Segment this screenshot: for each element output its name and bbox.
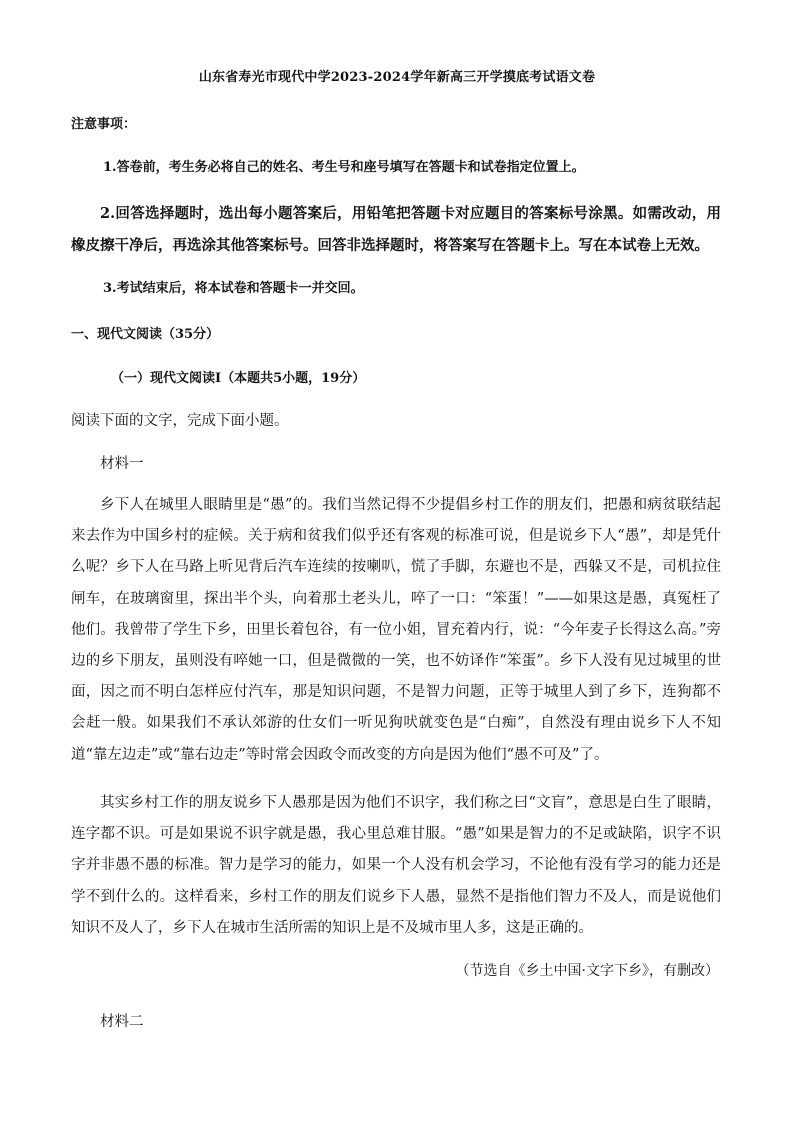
subsection-heading: （一）现代文阅读Ⅰ（本题共5小题，19分）	[111, 371, 366, 386]
notice-item-2: 2.回答选择题时，选出每小题答案后，用铅笔把答题卡对应题目的答案标号涂黑。如需改动，用橡皮擦干净后，再选涂其他答案标号。回答非选择题时，将答案写在答题卡上。写在本试卷上无效。	[71, 205, 721, 254]
material-1-label: 材料一	[100, 456, 144, 472]
section-heading: 一、现代文阅读（35分）	[71, 327, 220, 342]
material-1-source: （节选自《乡土中国·文字下乡》，有删改）	[455, 963, 719, 979]
material-1-paragraph-1: 乡下人在城里人眼睛里是“愚”的。我们当然记得不少提倡乡村工作的朋友们，把愚和病贫联结起来去作为中国乡村的症候。关于病和贫我们似乎还有客观的标准可说，但是说乡下人“愚”，却是凭什么呢？乡下人在马路上听见背后汽车连续的按喇叭，慌了手脚，东避也不是，西躲又不是，司机拉住闸车，在玻璃窗里，探出半个头，向着那土老头儿，啐了一口：“笨蛋！”——如果这是愚，真冤枉了他们。我曾带了学生下乡，田里长着包谷，有一位小姐，冒充着内行，说：“今年麦子长得这么高。”旁边的乡下朋友，虽则没有啐她一口，但是微微的一笑，也不妨译作“笨蛋”。乡下人没有见过城里的世面，因之而不明白怎样应付汽车，那是知识问题，不是智力问题，正等于城里人到了乡下，连狗都不会赶一般。如果我们不承认郊游的仕女们一听见狗吠就变色是“白痴”，自然没有理由说乡下人不知道“靠左边走”或“靠右边走”等时常会因政令而改变的方向是因为他们“愚不可及”了。	[71, 497, 721, 763]
notice-heading: 注意事项：	[71, 117, 137, 132]
notice-item-3: 3.考试结束后，将本试卷和答题卡一并交回。	[103, 281, 364, 296]
material-2-label: 材料二	[100, 1014, 144, 1030]
exam-title: 山东省寿光市现代中学2023-2024学年新高三开学摸底考试语文卷	[198, 70, 596, 85]
reading-instruction: 阅读下面的文字，完成下面小题。	[71, 413, 289, 429]
notice-item-1: 1.答卷前，考生务必将自己的姓名、考生号和座号填写在答题卡和试卷指定位置上。	[103, 160, 585, 175]
material-1-paragraph-2: 其实乡村工作的朋友说乡下人愚那是因为他们不识字，我们称之曰“文盲”，意思是白生了眼睛，连字都不识。可是如果说不识字就是愚，我心里总难甘服。“愚”如果是智力的不足或缺陷，识字不识字并非愚不愚的标准。智力是学习的能力，如果一个人没有机会学习，不论他有没有学习的能力还是学不到什么的。这样看来，乡村工作的朋友们说乡下人愚，显然不是指他们智力不及人，而是说他们知识不及人了，乡下人在城市生活所需的知识上是不及城市里人多，这是正确的。	[71, 795, 721, 936]
